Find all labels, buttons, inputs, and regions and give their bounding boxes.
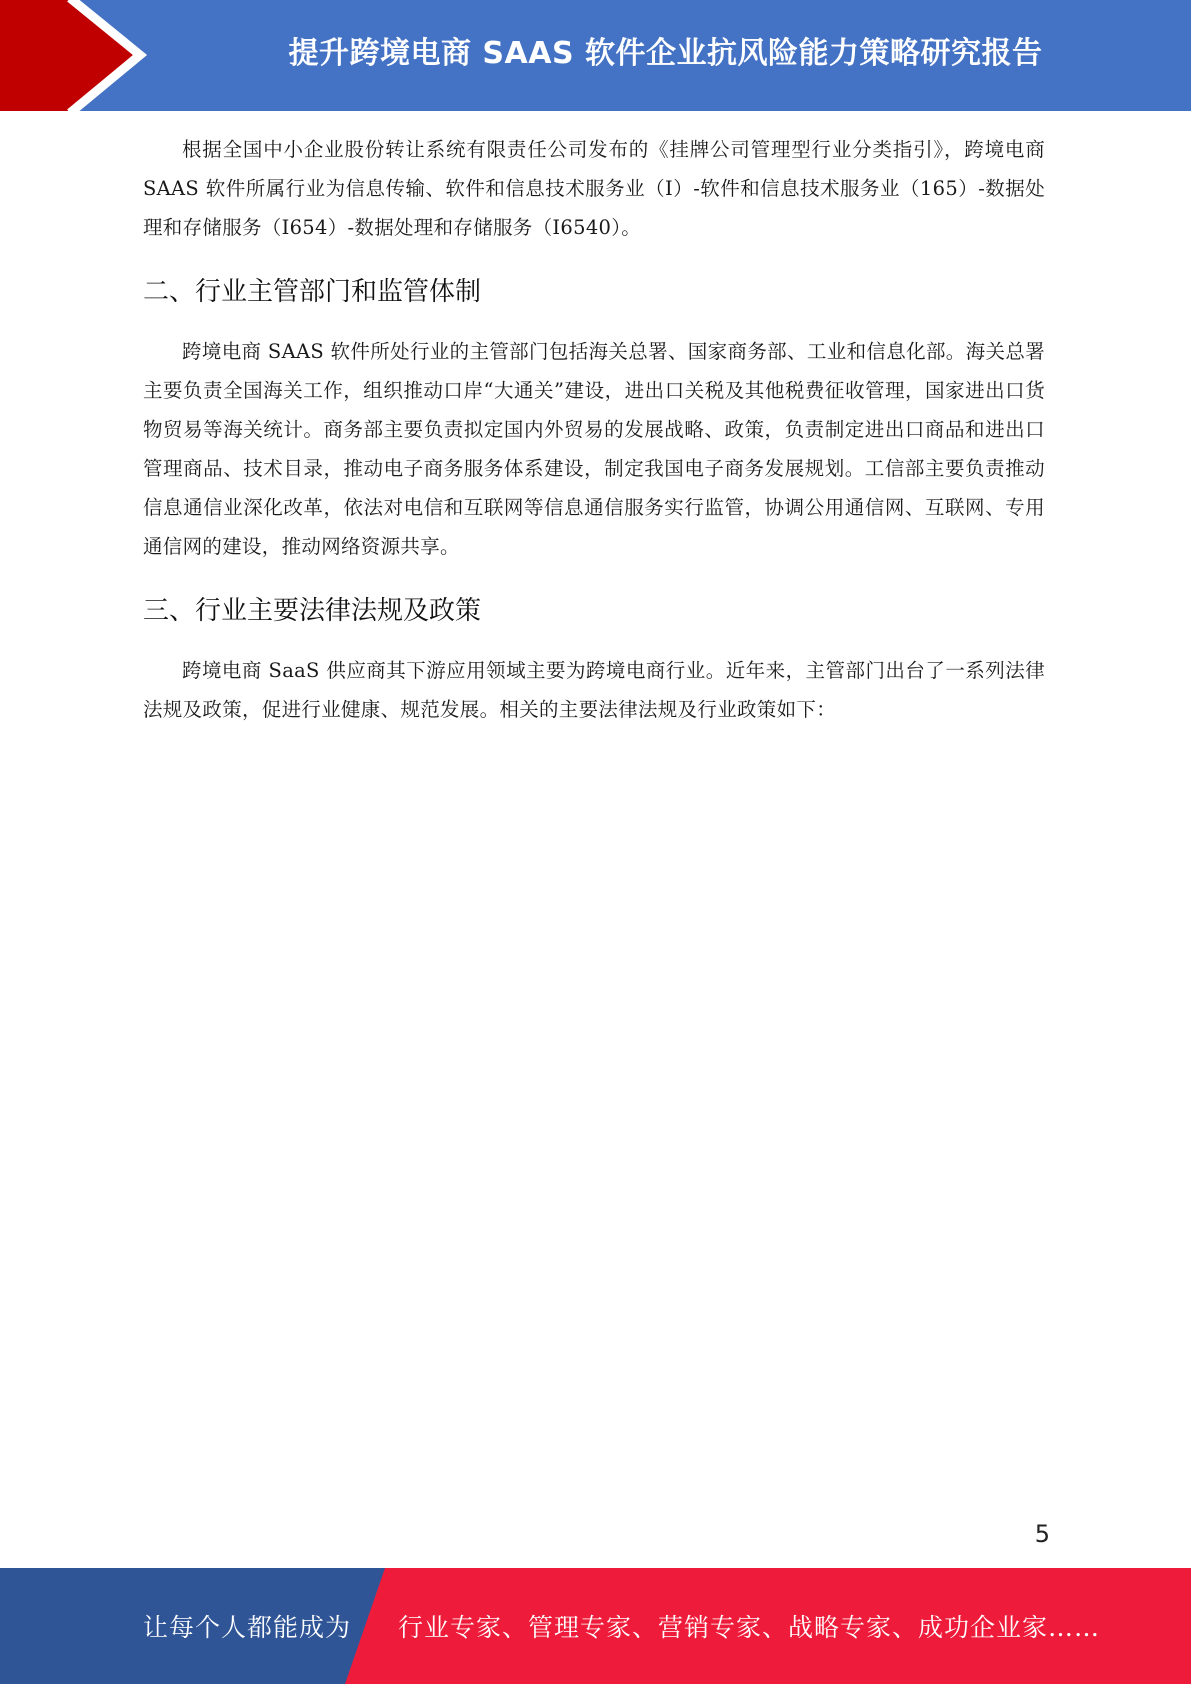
footer-band: [0, 1568, 1191, 1684]
page-number: 5: [1034, 1520, 1050, 1548]
footer-slogan-left: 让每个人都能成为: [143, 1613, 352, 1642]
paragraph-regulators: 跨境电商 SAAS 软件所处行业的主管部门包括海关总署、国家商务部、工业和信息化部。海关总署主要负责全国海关工作，组织推动口岸“大通关”建设，进出口关税及其他税费征收管理，国家进出口货物贸易等海关统计。商务部主要负责拟定国内外贸易的发展战略、政策，负责制定进出口商品和进出口管理商品、技术目录，推动电子商务服务体系建设，制定我国电子商务发展规划。工信部主要负责推动信息通信业深化改革，依法对电信和互联网等信息通信服务实行监管，协调公用通信网、互联网、专用通信网的建设，推动网络资源共享。: [143, 340, 1045, 558]
paragraph-laws-policies: 跨境电商 SaaS 供应商其下游应用领域主要为跨境电商行业。近年来，主管部门出台了一系列法律法规及政策，促进行业健康、规范发展。相关的主要法律法规及行业政策如下：: [143, 659, 1045, 721]
section-heading-regulators: 二、行业主管部门和监管体制: [143, 277, 482, 307]
footer-slogan-right: 行业专家、管理专家、营销专家、战略专家、成功企业家……: [398, 1613, 1101, 1642]
report-title: 提升跨境电商 SAAS 软件企业抗风险能力策略研究报告: [288, 36, 1043, 71]
report-header-band: [0, 0, 1191, 111]
paragraph-industry-classification: 根据全国中小企业股份转让系统有限责任公司发布的《挂牌公司管理型行业分类指引》，跨境电商 SAAS 软件所属行业为信息传输、软件和信息技术服务业（I）-软件和信息技术服务业（165）-数据处理和存储服务（I654）-数据处理和存储服务（I6540）。: [143, 138, 1045, 239]
header-arrow-icon: [0, 0, 160, 111]
header-red-arrow: [0, 0, 135, 111]
page-content: [143, 130, 1045, 729]
section-heading-laws-policies: 三、行业主要法律法规及政策: [143, 596, 482, 626]
